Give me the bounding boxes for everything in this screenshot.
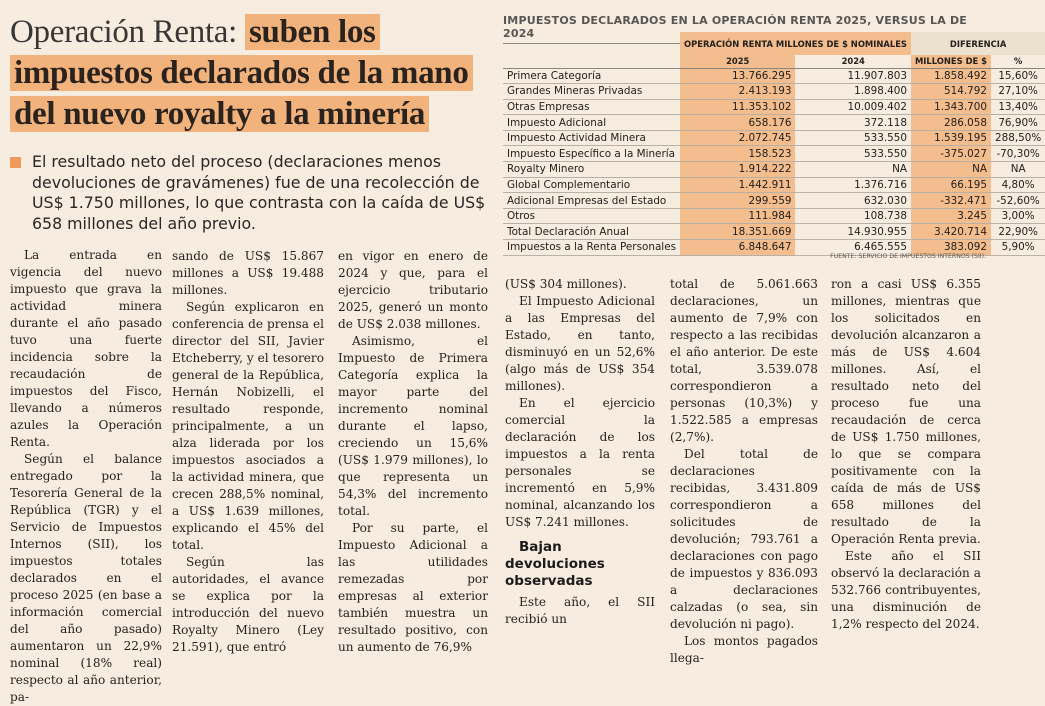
cell-2024: 1.898.400 [795, 84, 910, 100]
section-subheading: Bajan devoluciones observadas [505, 539, 605, 589]
body-paragraph: Este año, el SII recibió un [505, 595, 655, 626]
cell-diff-percent: 27,10% [991, 84, 1045, 100]
table-title: IMPUESTOS DECLARADOS EN LA OPERACIÓN RENTA 2025, VERSUS LA DE 2024 [503, 14, 987, 44]
body-paragraph: Los montos pagados llega- [670, 634, 818, 665]
table-row [503, 162, 1045, 178]
cell-diff-percent: 15,60% [991, 68, 1045, 84]
cell-2025: 2.072.745 [680, 130, 795, 146]
cell-diff-millones: 66.195 [911, 177, 991, 193]
body-paragraph: Según las autoridades, el avance se explica por la introducción del nuevo Royalty Minero (Ley 21.591), que entró [172, 555, 324, 654]
cell-diff-percent: 4,80% [991, 177, 1045, 193]
lead-paragraph [10, 152, 488, 234]
table-row [503, 115, 1045, 131]
bullet-square-icon [10, 157, 21, 168]
table-row [503, 193, 1045, 209]
cell-diff-percent: NA [991, 162, 1045, 178]
row-label: Impuestos a la Renta Personales [503, 240, 680, 256]
cell-2025: 18.351.669 [680, 224, 795, 240]
cell-diff-millones: 1.858.492 [911, 68, 991, 84]
tax-table [503, 32, 1045, 256]
body-paragraph: sando de US$ 15.867 millones a US$ 19.488 millones. [172, 249, 324, 297]
cell-diff-percent: 22,90% [991, 224, 1045, 240]
table-row [503, 146, 1045, 162]
row-label: Grandes Mineras Privadas [503, 84, 680, 100]
header-2024: 2024 [795, 55, 910, 68]
cell-diff-millones: 514.792 [911, 84, 991, 100]
cell-diff-millones: 383.092 [911, 240, 991, 256]
row-label: Royalty Minero [503, 162, 680, 178]
cell-diff-millones: 1.539.195 [911, 130, 991, 146]
body-paragraph: total de 5.061.663 declaraciones, un aumento de 7,9% con respecto a las recibidas el año anterior. De este total, 3.539.078 correspondieron a personas (10,3%) y 1.522.585 a empresas (2,7%). [670, 277, 818, 444]
cell-diff-millones: -375.027 [911, 146, 991, 162]
body-paragraph: Según el balance entregado por la Tesorería General de la República (TGR) y el Servicio de Impuestos Internos (SII), los impuestos totales declarados en el proceso 2025 (en base a información comercial del año pasado) aumentaron un 22,9% nominal (18% real) respecto al año anterior, pa- [10, 452, 162, 704]
cell-2024: 108.738 [795, 208, 910, 224]
row-label: Global Complementario [503, 177, 680, 193]
table-header-empty [503, 55, 680, 68]
body-paragraph: ron a casi US$ 6.355 millones, mientras que los solicitados en devolución alcanzaron a más de US$ 4.604 millones. Así, el resultado neto del proceso fue una recaudación de cerca de US$ 1.750 millones, lo que se compara positivamente con la caída de más de US$ 658 millones del resultado de la Operación Renta previa. [831, 277, 981, 546]
body-paragraph: La entrada en vigencia del nuevo impuesto que grava la actividad minera durante el año pasado tuvo una fuerte incidencia sobre la recaudación de impuestos del Fisco, llevando a números azules la Operación Renta. [10, 248, 162, 449]
table-subheader-row [503, 55, 1045, 68]
body-paragraph: Del total de declaraciones recibidas, 3.431.809 correspondieron a solicitudes de devolución; 793.761 a declaraciones con pago de impuestos y 836.093 a declaraciones calzadas (o sea, sin devolución ni pago). [670, 447, 818, 631]
cell-2025: 658.176 [680, 115, 795, 131]
table-row [503, 68, 1045, 84]
table-row [503, 208, 1045, 224]
cell-2024: 10.009.402 [795, 99, 910, 115]
cell-2024: 632.030 [795, 193, 910, 209]
cell-2024: NA [795, 162, 910, 178]
row-label: Otras Empresas [503, 99, 680, 115]
table-row [503, 99, 1045, 115]
cell-2024: 6.465.555 [795, 240, 910, 256]
cell-diff-percent: 13,40% [991, 99, 1045, 115]
table-row [503, 84, 1045, 100]
row-label: Impuesto Actividad Minera [503, 130, 680, 146]
cell-2024: 533.550 [795, 146, 910, 162]
cell-2024: 533.550 [795, 130, 910, 146]
body-paragraph: Asimismo, el Impuesto de Primera Categoría explica la mayor parte del incremento nominal durante el lapso, creciendo un 15,6% (US$ 1.979 millones), lo que representa un 54,3% del incremento total. [338, 334, 488, 518]
body-paragraph: en vigor en enero de 2024 y que, para el ejercicio tributario 2025, generó un monto de US$ 2.038 millones. [338, 249, 488, 331]
body-paragraph: Por su parte, el Impuesto Adicional a las utilidades remezadas por empresas al exterior también muestra un resultado positivo, con un aumento de 76,9% [338, 521, 488, 654]
cell-2025: 111.984 [680, 208, 795, 224]
body-paragraph: En el ejercicio comercial la declaración de los impuestos a la renta personales se incrementó en 5,9% nominal, alcanzando los US$ 7.241 millones. [505, 396, 655, 529]
cell-2024: 11.907.803 [795, 68, 910, 84]
cell-2025: 6.848.647 [680, 240, 795, 256]
article-column-4 [505, 276, 655, 628]
body-paragraph: El Impuesto Adicional a las Empresas del Estado, en tanto, disminuyó en un 52,6% (algo más de US$ 354 millones). [505, 294, 655, 393]
cell-2025: 1.914.222 [680, 162, 795, 178]
article-column-3 [338, 248, 488, 656]
headline-highlight: suben los impuestos declarados de la mano del nuevo royalty a la minería [10, 14, 473, 132]
row-label: Impuesto Adicional [503, 115, 680, 131]
table-header-empty [503, 32, 680, 55]
row-label: Total Declaración Anual [503, 224, 680, 240]
body-paragraph: (US$ 304 millones). [505, 277, 627, 291]
cell-2025: 2.413.193 [680, 84, 795, 100]
row-label: Primera Categoría [503, 68, 680, 84]
row-label: Adicional Empresas del Estado [503, 193, 680, 209]
table-header-row [503, 32, 1045, 55]
cell-diff-percent: -70,30% [991, 146, 1045, 162]
cell-2024: 1.376.716 [795, 177, 910, 193]
headline-kicker: Operación Renta: [10, 14, 238, 50]
headline [10, 12, 488, 135]
article-column-6 [831, 276, 981, 633]
cell-2025: 11.353.102 [680, 99, 795, 115]
row-label: Impuesto Específico a la Minería [503, 146, 680, 162]
table-source: FUENTE: SERVICIO DE IMPUESTOS INTERNOS (SII). [830, 253, 986, 260]
cell-2024: 14.930.955 [795, 224, 910, 240]
article-column-1 [10, 247, 162, 706]
cell-diff-millones: 1.343.700 [911, 99, 991, 115]
cell-diff-percent: 5,90% [991, 240, 1045, 256]
cell-diff-percent: 3,00% [991, 208, 1045, 224]
header-percent: % [991, 55, 1045, 68]
lead-text: El resultado neto del proceso (declaraciones menos devoluciones de gravámenes) fue de una recolección de US$ 1.750 millones, lo que contrasta con la caída de US$ 658 millones del año previo. [32, 152, 486, 233]
cell-diff-millones: 3.420.714 [911, 224, 991, 240]
body-paragraph: Según explicaron en conferencia de prensa el director del SII, Javier Etcheberry, y el tesorero general de la República, Hernán Nobizelli, el resultado responde, principalmente, a un alza liderada por los impuestos asociados a la actividad minera, que crecen 288,5% nominal, a US$ 1.639 millones, explicando el 45% del total. [172, 300, 324, 552]
cell-2025: 13.766.295 [680, 68, 795, 84]
article-column-2 [172, 248, 324, 656]
cell-diff-millones: -332.471 [911, 193, 991, 209]
cell-diff-percent: -52,60% [991, 193, 1045, 209]
cell-diff-millones: NA [911, 162, 991, 178]
cell-diff-millones: 3.245 [911, 208, 991, 224]
header-diferencia: DIFERENCIA [911, 32, 1045, 55]
table-row [503, 177, 1045, 193]
header-millones: MILLONES DE $ [911, 55, 991, 68]
header-2025: 2025 [680, 55, 795, 68]
cell-2025: 158.523 [680, 146, 795, 162]
cell-2024: 372.118 [795, 115, 910, 131]
cell-2025: 299.559 [680, 193, 795, 209]
cell-diff-millones: 286.058 [911, 115, 991, 131]
cell-diff-percent: 76,90% [991, 115, 1045, 131]
table-row [503, 224, 1045, 240]
body-paragraph: Este año el SII observó la declaración a 532.766 contribuyentes, una disminución de 1,2% respecto del 2024. [831, 549, 981, 631]
table-row [503, 130, 1045, 146]
cell-diff-percent: 288,50% [991, 130, 1045, 146]
cell-2025: 1.442.911 [680, 177, 795, 193]
row-label: Otros [503, 208, 680, 224]
header-operacion-renta: OPERACIÓN RENTA MILLONES DE $ NOMINALES [680, 32, 911, 55]
article-column-5 [670, 276, 818, 667]
